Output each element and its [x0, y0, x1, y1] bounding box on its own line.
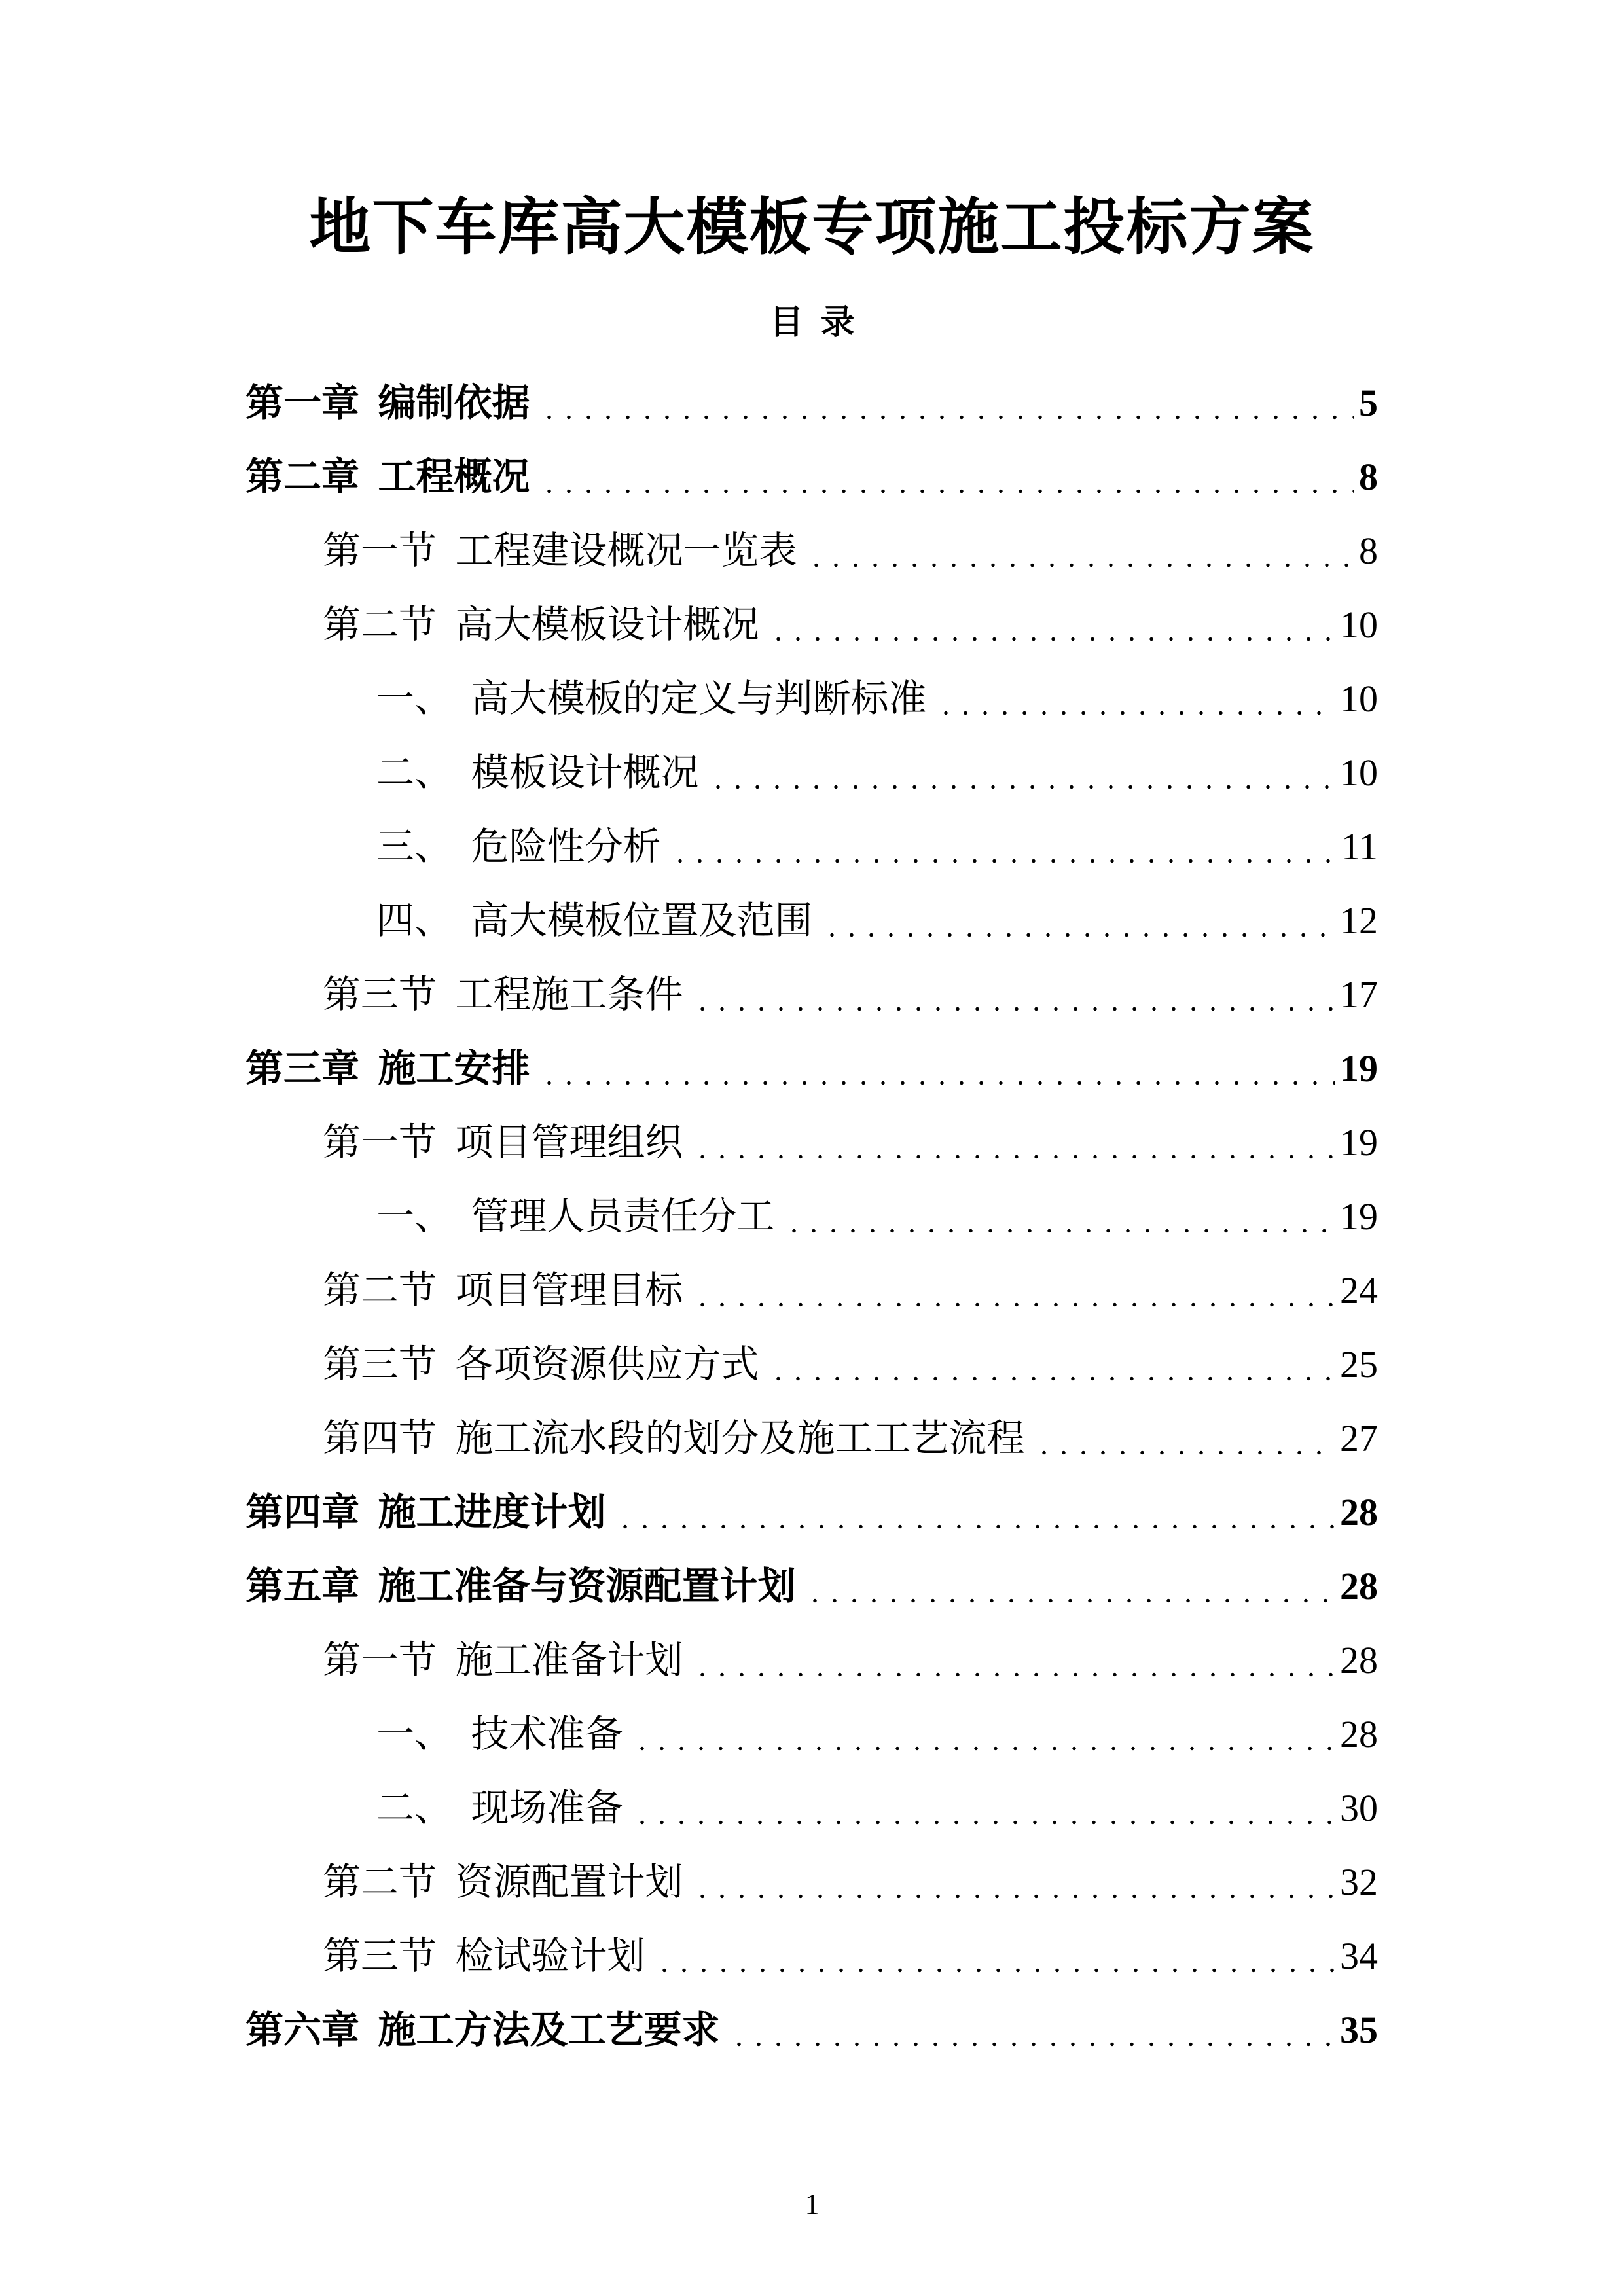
toc-entry-page-number: 34: [1340, 1935, 1378, 1978]
dot-leader: [539, 1032, 1335, 1106]
dot-leader: [693, 958, 1335, 1032]
toc-entry-page-number: 19: [1340, 1121, 1378, 1164]
toc-entry-label: 一、 高大模板的定义与判断标准: [376, 677, 927, 721]
toc-entry[interactable]: [245, 1920, 1378, 1994]
toc-entry[interactable]: [245, 1846, 1378, 1920]
dot-leader: [822, 884, 1335, 958]
toc-entry-page-number: 19: [1340, 1195, 1378, 1238]
toc-entry[interactable]: [245, 958, 1378, 1032]
dot-leader: [632, 1772, 1335, 1846]
toc-entry[interactable]: [245, 367, 1378, 440]
dot-leader: [1034, 1402, 1335, 1476]
toc-entry-label: 二、 现场准备: [376, 1787, 623, 1830]
toc-entry-label: 第三节 检试验计划: [323, 1935, 645, 1978]
toc-entry-page-number: 19: [1340, 1047, 1378, 1090]
toc-entry[interactable]: [245, 1772, 1378, 1846]
toc-entry-label: 第二章 工程概况: [245, 456, 530, 499]
dot-leader: [805, 1550, 1335, 1624]
toc-entry-label: 第二节 项目管理目标: [323, 1269, 683, 1312]
dot-leader: [784, 1180, 1335, 1254]
toc-entry[interactable]: [245, 1476, 1378, 1550]
toc-entry-page-number: 28: [1340, 1713, 1378, 1756]
toc-entry-label: 第六章 施工方法及工艺要求: [245, 2009, 720, 2052]
toc-entry[interactable]: [245, 1032, 1378, 1106]
toc-entry[interactable]: [245, 1624, 1378, 1698]
toc-entry-page-number: 8: [1359, 456, 1378, 499]
dot-leader: [539, 440, 1354, 514]
toc-entry[interactable]: [245, 1698, 1378, 1772]
toc-entry-label: 第三节 工程施工条件: [323, 973, 683, 1016]
toc-entry-label: 四、 高大模板位置及范围: [376, 899, 813, 942]
toc-entry[interactable]: [245, 1106, 1378, 1180]
dot-leader: [693, 1624, 1335, 1698]
toc-entry-label: 第三节 各项资源供应方式: [323, 1343, 759, 1386]
toc-entry-page-number: 32: [1340, 1861, 1378, 1904]
dot-leader: [693, 1846, 1335, 1920]
toc-entry[interactable]: [245, 440, 1378, 514]
dot-leader: [655, 1920, 1335, 1994]
toc-entry-label: 第一节 工程建设概况一览表: [323, 529, 797, 573]
toc-entry-label: 一、 技术准备: [376, 1713, 623, 1756]
dot-leader: [615, 1476, 1335, 1550]
toc-entry[interactable]: [245, 1402, 1378, 1476]
toc-entry-label: 第四节 施工流水段的划分及施工工艺流程: [323, 1417, 1025, 1460]
toc-entry[interactable]: [245, 1328, 1378, 1402]
dot-leader: [670, 810, 1337, 884]
toc-entry[interactable]: [245, 884, 1378, 958]
toc-entry-page-number: 11: [1341, 825, 1378, 869]
toc-heading: 目 录: [769, 304, 855, 342]
dot-leader: [693, 1106, 1335, 1180]
toc-entry-page-number: 12: [1340, 899, 1378, 942]
toc-entry-page-number: 28: [1340, 1491, 1378, 1534]
toc-list: [245, 367, 1378, 2068]
dot-leader: [768, 1328, 1335, 1402]
toc-entry-label: 二、 模板设计概况: [376, 751, 699, 795]
dot-leader: [693, 1254, 1335, 1328]
toc-entry-label: 一、 管理人员责任分工: [376, 1195, 775, 1238]
toc-entry-page-number: 10: [1340, 677, 1378, 721]
toc-entry-page-number: 5: [1359, 382, 1378, 425]
toc-entry-page-number: 30: [1340, 1787, 1378, 1830]
toc-entry-label: 三、 危险性分析: [376, 825, 661, 869]
toc-entry[interactable]: [245, 662, 1378, 736]
toc-entry-label: 第二节 资源配置计划: [323, 1861, 683, 1904]
toc-entry[interactable]: [245, 514, 1378, 588]
toc-entry[interactable]: [245, 588, 1378, 662]
toc-entry-label: 第五章 施工准备与资源配置计划: [245, 1565, 796, 1608]
toc-entry-label: 第一节 项目管理组织: [323, 1121, 683, 1164]
document-title: 地下车库高大模板专项施工投标方案: [309, 194, 1315, 262]
toc-entry-page-number: 25: [1340, 1343, 1378, 1386]
toc-entry-label: 第一章 编制依据: [245, 382, 530, 425]
toc-entry-label: 第四章 施工进度计划: [245, 1491, 606, 1534]
toc-entry[interactable]: [245, 736, 1378, 810]
dot-leader: [632, 1698, 1335, 1772]
toc-entry-label: 第一节 施工准备计划: [323, 1639, 683, 1682]
toc-entry-page-number: 24: [1340, 1269, 1378, 1312]
toc-entry[interactable]: [245, 1254, 1378, 1328]
toc-entry-page-number: 35: [1340, 2009, 1378, 2052]
toc-entry-label: 第三章 施工安排: [245, 1047, 530, 1090]
dot-leader: [729, 1994, 1335, 2068]
dot-leader: [708, 736, 1335, 810]
toc-entry-page-number: 28: [1340, 1639, 1378, 1682]
dot-leader: [806, 514, 1354, 588]
toc-entry[interactable]: [245, 1180, 1378, 1254]
toc-entry-page-number: 27: [1340, 1417, 1378, 1460]
page-number-footer: 1: [804, 2188, 820, 2220]
toc-entry[interactable]: [245, 1994, 1378, 2068]
toc-entry[interactable]: [245, 1550, 1378, 1624]
toc-entry-page-number: 10: [1340, 751, 1378, 795]
toc-entry-label: 第二节 高大模板设计概况: [323, 603, 759, 647]
dot-leader: [768, 588, 1335, 662]
dot-leader: [539, 367, 1354, 440]
toc-entry-page-number: 17: [1340, 973, 1378, 1016]
toc-entry-page-number: 10: [1340, 603, 1378, 647]
toc-entry-page-number: 8: [1359, 529, 1378, 573]
dot-leader: [936, 662, 1335, 736]
toc-entry-page-number: 28: [1340, 1565, 1378, 1608]
toc-entry[interactable]: [245, 810, 1378, 884]
